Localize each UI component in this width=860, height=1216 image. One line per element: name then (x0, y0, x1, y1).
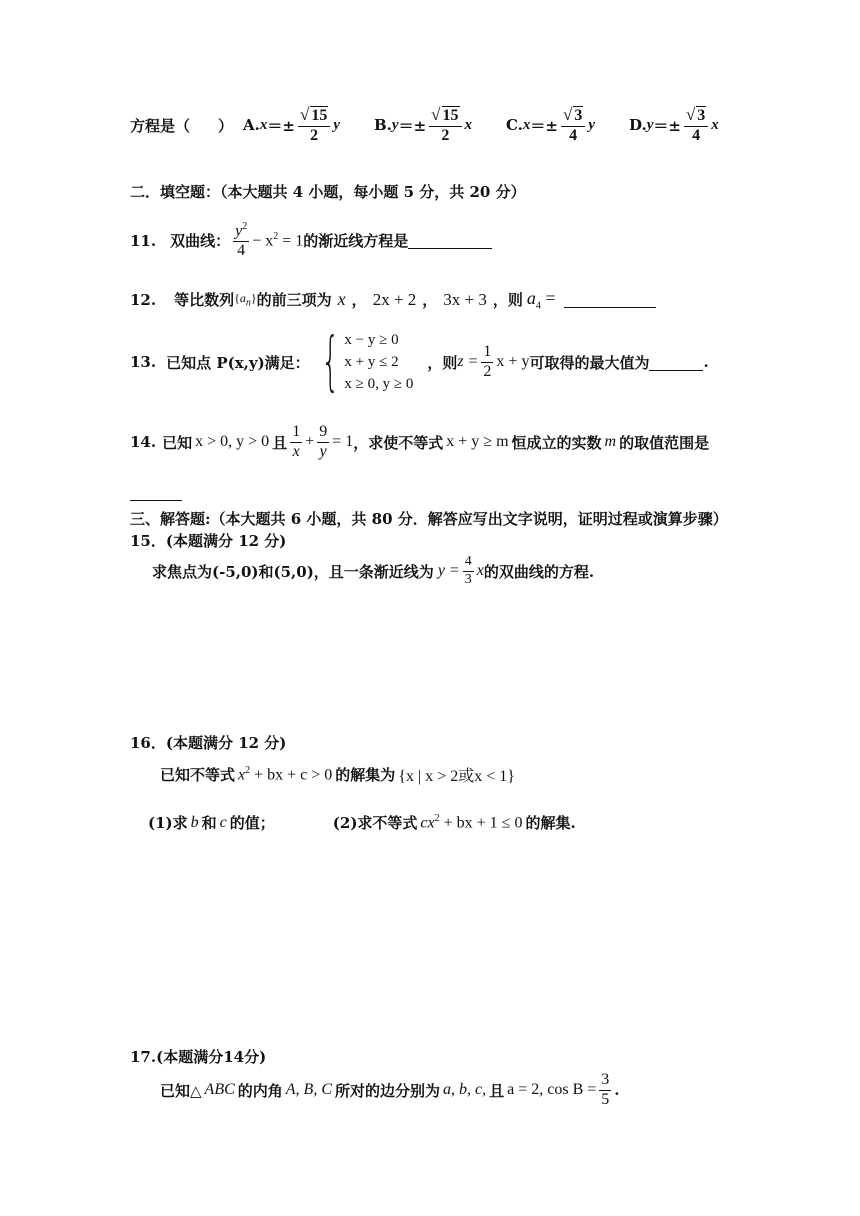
section-3-title: 三、解答题:（本大题共 6 小题，共 80 分．解答应写出文字说明，证明过程或演算步骤） (130, 510, 728, 528)
q13-constraint-system: { x − y ≥ 0 x + y ≤ 2 x ≥ 0, y ≥ 0 (320, 325, 414, 399)
q13-then: ，则 (427, 353, 458, 372)
q11 (130, 222, 492, 260)
q11-tail: 的渐近线方程是 (303, 232, 409, 251)
q13-constraint-3: x ≥ 0, y ≥ 0 (344, 375, 414, 392)
q14-number: 14. (130, 433, 157, 452)
q16-solution-set: {x | x > 2或x < 1} (398, 768, 515, 785)
q16-body: 已知不等式 $x^2$ + bx + c > 0 的解集为 {x | x > 2或x < 1} (160, 764, 515, 785)
q12-then: ，则 (492, 291, 523, 310)
q13-lead: 已知点 P(x,y)满足： (166, 353, 310, 372)
q13-answer-blank[interactable] (649, 354, 703, 371)
q14-lead: 已知 (162, 433, 193, 452)
q10-stem: 方程是（ (130, 116, 191, 135)
q15-header: 15．(本题满分 12 分) (130, 532, 287, 550)
q13-objective: z = $\frac{1}{2}$ x + y (457, 342, 530, 380)
q11-fraction: $\frac{y^2}{4}$ (235, 221, 248, 260)
q12-answer-blank[interactable] (564, 291, 656, 308)
q15-body: 求焦点为(-5,0)和(5,0)，且一条渐近线为 y = $\frac{4}{3}$ x 的双曲线的方程. (152, 554, 595, 587)
q12-mid: 的前三项为 (256, 291, 332, 310)
q10-stem-close: ） (218, 116, 234, 135)
q13-tail: 可取得的最大值为 (529, 353, 650, 372)
q12-a4: $a_4$ = (526, 288, 556, 312)
q12-lead: 等比数列 (174, 291, 235, 310)
q10-option-c: C. x ＝± √ 3 4 y (506, 105, 595, 144)
q16-part-1: (1)求 b 和 c 的值； (148, 813, 275, 832)
q10-option-b: B. y ＝± √ 15 2 x (374, 105, 472, 144)
q11-number: 11. (130, 231, 157, 250)
q16-part-2: (2)求不等式 $cx^2$ + bx + 1 ≤ 0 的解集. (332, 812, 576, 832)
q13-constraint-1: x − y ≥ 0 (344, 331, 399, 348)
q14-condition: x > 0, y > 0 (195, 433, 270, 451)
q11-lead: 双曲线： (170, 232, 231, 251)
q12-term-2: 2x + 2 (372, 289, 417, 309)
q12-term-1: x (337, 289, 346, 310)
q10-option-a: A. x ＝± √ 15 2 y (243, 105, 340, 144)
q11-rest: − $x^2 = 1$ (252, 231, 304, 250)
section-2-title: 二．填空题：（本大题共 4 小题，每小题 5 分，共 20 分） (130, 183, 526, 201)
q13-number: 13. (130, 353, 157, 371)
q17-body: 已知△ ABC 的内角 A, B, C 所对的边分别为 a, b, c, 且 a = 2, cos B = $\frac{3}{5}$ . (160, 1071, 620, 1108)
q16-header: 16．(本题满分 12 分) (130, 734, 287, 752)
q10-option-d: D. y ＝± √ 3 4 x (629, 105, 719, 144)
q12-number: 12. (130, 290, 157, 309)
q14-inequality: x + y ≥ m (446, 433, 509, 451)
q17-header: 17.(本题满分14分) (130, 1048, 267, 1066)
q10-options-line (130, 106, 719, 145)
q12-sequence: $\{a_n\}$ (234, 291, 257, 309)
q12-term-3: 3x + 3 (443, 289, 487, 309)
q14: 14. 已知 x > 0, y > 0 且 $\frac{1}{x}$ + $\frac{9}{y}$ = 1 ，求使不等式 x + y ≥ m 恒成立的实数 m 的取值范围是 (130, 423, 710, 460)
q14-answer-blank[interactable] (130, 500, 182, 501)
q13: 13. 已知点 P(x,y)满足： { x − y ≥ 0 x + y ≤ 2 x ≥ 0, y ≥ 0 ，则 z = $\frac{1}{2}$ x + y 可取得的最大值为 . (130, 325, 709, 399)
q13-constraint-2: x + y ≤ 2 (344, 353, 399, 370)
q11-answer-blank[interactable] (408, 232, 492, 249)
q12: 12. 等比数列 $\{a_n\}$ 的前三项为 x ， 2x + 2 ， 3x + 3 ，则 $a_4$ = (130, 288, 656, 312)
q16-parts (148, 812, 576, 833)
